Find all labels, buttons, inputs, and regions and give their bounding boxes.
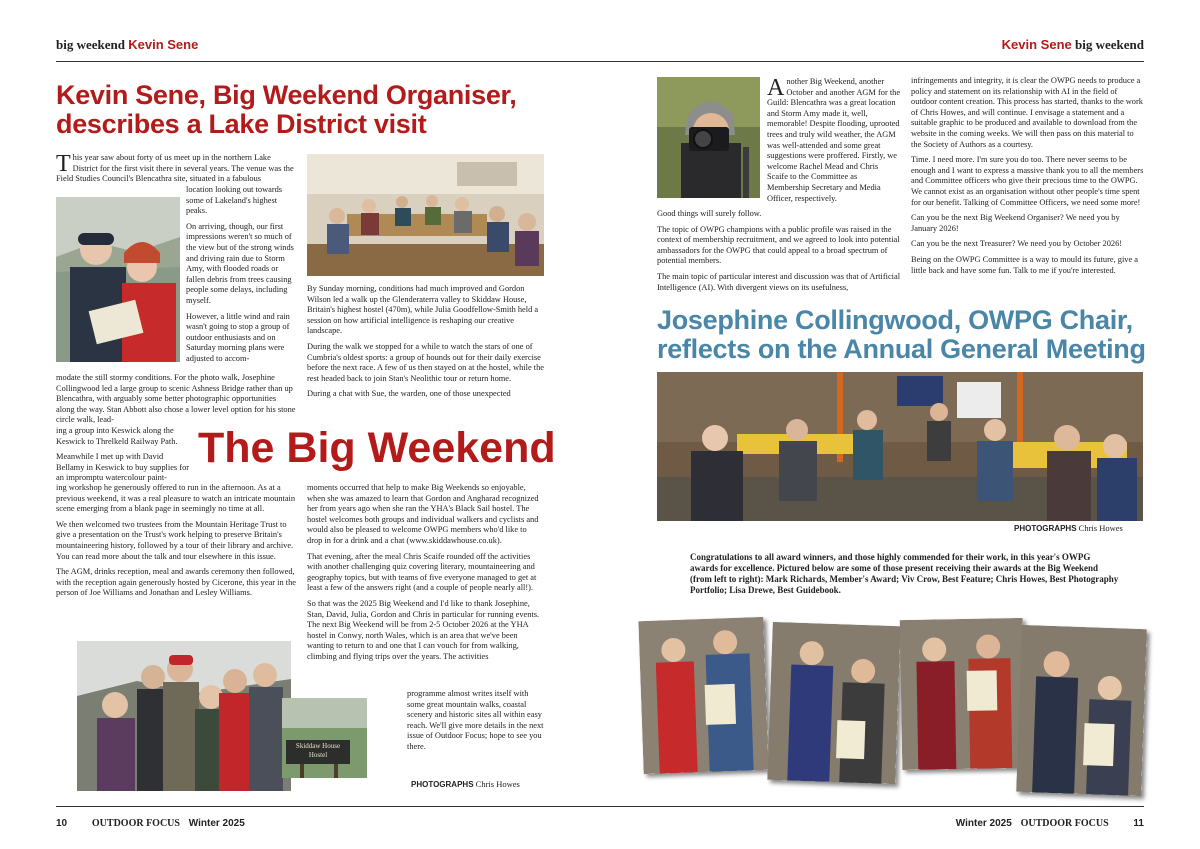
left-photo-credit: PHOTOGRAPHS Chris Howes — [411, 779, 520, 789]
article-title-line2: describes a Lake District visit — [56, 109, 427, 139]
chair-intro: Another Big Weekend, another October and another AGM for the Guild: Blencathra was a great location and Storm Amy made it, well, memorable! Despite flooding, uprooted trees and truly wild weather, the AGM was well-attended and some great suggestions were proffered. Firstly, we welcome Rachel Mead and Chris Scaife to the Committee as Membership Secretary and Media Officer, respectively. — [767, 75, 901, 203]
col1-full-a: modate the still stormy conditions. For the photo walk, Josephine Collingwood led a large group to scenic Ashness Bridge rather than up Blencathra, with arguably some better photographic opportunities along the way. Stan Abbott also chose a lower level option for his stone circle walk, lead- — [56, 373, 296, 425]
article-title-line1: Kevin Sene, Big Weekend Organiser, — [56, 80, 517, 110]
col1-beside-photo: location looking out towards some of Lakeland's highest peaks. On arriving, though, our first impressions weren't so much of the view but of the strong winds and driving rain due to Storm Amy, with flooded roads or fallen debris from trees causing people some delays, including myself. However, a little wind and rain wasn't going to stop a group of outdoor enthusiasts and on Saturday morning plans were adjusted to accom- — [186, 185, 294, 363]
left-magazine-name: OUTDOOR FOCUS — [91, 818, 180, 829]
right-magazine-name: OUTDOOR FOCUS — [1020, 818, 1109, 829]
hostel-sign-text: Skiddaw House Hostel — [295, 742, 341, 759]
chair-title — [657, 306, 1147, 364]
walkers-map-photo — [56, 197, 180, 362]
drop-cap-a: A — [767, 75, 785, 101]
hostel-sign-photo — [282, 698, 367, 778]
intro-paragraph: This year saw about forty of us meet up in the northern Lake District for the first visit there in several years. The venue was the Field Studies Council's Blencathra site, situated in a fabulous — [56, 151, 294, 184]
awards-caption: Congratulations to all award winners, and those highly commended for their work, in this year's OWPG awards for excellence. Pictured below are some of those present receiving their awards at the Big Weekend (from left to right): Mark Richards, Member's Award; Viv Crow, Best Feature; Chris Howes, Best Photography Portfolio; Lisa Drewe, Best Guidebook. — [690, 552, 1119, 595]
left-running-header — [56, 37, 198, 53]
right-photo-credit: PHOTOGRAPHS Chris Howes — [1014, 523, 1123, 533]
footer-rule — [56, 806, 1144, 807]
col2-lower: moments occurred that help to make Big Weekends so enjoyable, when she was amazed to learn that Gordon and Angharad recognized her from years ago when she ran the YHA's Black Sail hostel. The hostel welcomes both groups and individual walkers and cyclists and would also be pleased to welcome OWPG members who'd like to drop in for a drink and a chat (www.skiddawhouse.co.uk). That evening, after the meal Chris Scaife rounded off the activities with another challenging quiz covering literary, mountaineering and geography topics, but with teams of five everyone managed to get at least a few of the answers right (and a couple of people nearly all!). So that was the 2025 Big Weekend and I'd like to thank Josephine, Stan, David, Julia, Gordon and Chris in particular for running events. The next Big Weekend will be from 2-5 October 2026 at the YHA hostel in Conwy, north Wales, which is an area that we've been wanting to return to and one that I can vouch for from walking, climbing and flying trips over the years. The activities — [307, 483, 540, 661]
photographer-portrait — [657, 77, 760, 198]
chair-title-line2: reflects on the Annual General Meeting — [657, 334, 1146, 364]
group-walkers-photo — [77, 641, 291, 791]
right-header-section: big weekend — [1075, 37, 1144, 52]
award-photo-chris-howes — [900, 618, 1026, 770]
award-photo-viv-crow — [767, 622, 900, 784]
chair-col1: Good things will surely follow. The topic of OWPG champions with a public profile was raised in the context of membership recruitment, and we agreed to look into potential ambassadors for the OWPG that could appeal to a broad spectrum of potential members. The main topic of particular interest and discussion was that of Artificial Intelligence (AI). With divergent views on its usefulness, — [657, 209, 901, 292]
left-footer — [56, 818, 245, 829]
agm-room-photo — [657, 372, 1143, 521]
col1-full-b: ing workshop he generously offered to run in the afternoon. As at a previous weekend, it was a real pleasure to watch an intricate mountain scene emerging from a blank page in seemingly no time at all. We then welcomed two trustees from the Mountain Heritage Trust to give a presentation on the Trust's work helping to preserve Britain's mountaineering history, followed by a tour of their library and archive. You can read more about the talk and tour elsewhere in this issue. The AGM, drinks reception, meal and awards ceremony then followed, with the reception again generously hosted by Cicerone, this year in the person of Joe Williams and Jonathan and Lesley Williams. — [56, 483, 297, 598]
right-footer — [956, 818, 1144, 829]
col1-narrow: ing a group into Keswick along the Keswick to Threlkeld Railway Path. Meanwhile I met up with David Bellamy in Keswick to buy supplies for an impromptu watercolour paint- — [56, 426, 190, 483]
chair-title-line1: Josephine Collingwood, OWPG Chair, — [657, 305, 1133, 335]
award-photo-mark-richards — [638, 617, 768, 774]
left-page-number: 10 — [56, 818, 68, 829]
right-issue: Winter 2025 — [955, 818, 1012, 829]
left-issue: Winter 2025 — [188, 818, 245, 829]
drop-cap: T — [56, 151, 71, 177]
chair-col2: infringements and integrity, it is clear the OWPG needs to produce a policy and statement on its relationship with AI in the field of outdoor content creation. This process has started, thanks to the work of Chris Howes, and will continue. I envisage a statement and a suitable graphic to be produced and available to download from the website in the coming weeks. We will then pass on this material to the Society of Authors as a courtesy. Time. I need more. I'm sure you do too. There never seems to be enough and I want to express a massive thank you to all the members and Committee officers who give their precious time to the OWPG. We cannot exist as an organisation without other people's time spent for our benefit. Talking of Committee Officers, we need some more! Can you be the next Big Weekend Organiser? We need you by January 2026! Can you be the next Treasurer? We need you by October 2026! Being on the OWPG Committee is a way to mould its future, give a little back and have some fun. Talk to me if you're interested. — [911, 76, 1144, 275]
award-photo-lisa-drewe — [1016, 625, 1147, 796]
left-header-section: big weekend — [56, 37, 125, 52]
article-title — [56, 81, 596, 139]
right-running-header — [1002, 37, 1144, 53]
header-rule — [56, 61, 1144, 62]
col2-narrow: programme almost writes itself with some great mountain walks, coastal scenery and historic sites all within easy reach. We'll give more details in the next issue of Outdoor Focus; hope to see you there. — [407, 689, 544, 751]
hostel-dining-photo — [307, 154, 544, 276]
right-header-author: Kevin Sene — [1001, 37, 1072, 52]
right-page-number: 11 — [1133, 818, 1144, 829]
big-weekend-headline: The Big Weekend — [198, 424, 556, 472]
left-header-author: Kevin Sene — [128, 37, 199, 52]
col2-upper: By Sunday morning, conditions had much improved and Gordon Wilson led a walk up the Glenderaterra valley to Skiddaw House, Britain's highest hostel (470m), while Julia Goodfellow-Smith held a session on how artificial intelligence is reshaping our creative landscape. During the walk we stopped for a while to watch the stars of one of Cumbria's oldest sports: a group of hounds out for their daily exercise before the next race. A few of us then stayed on at the hostel, while the rest headed back to join Stan's Neolithic tour or return home. During a chat with Sue, the warden, one of those unexpected — [307, 284, 544, 399]
